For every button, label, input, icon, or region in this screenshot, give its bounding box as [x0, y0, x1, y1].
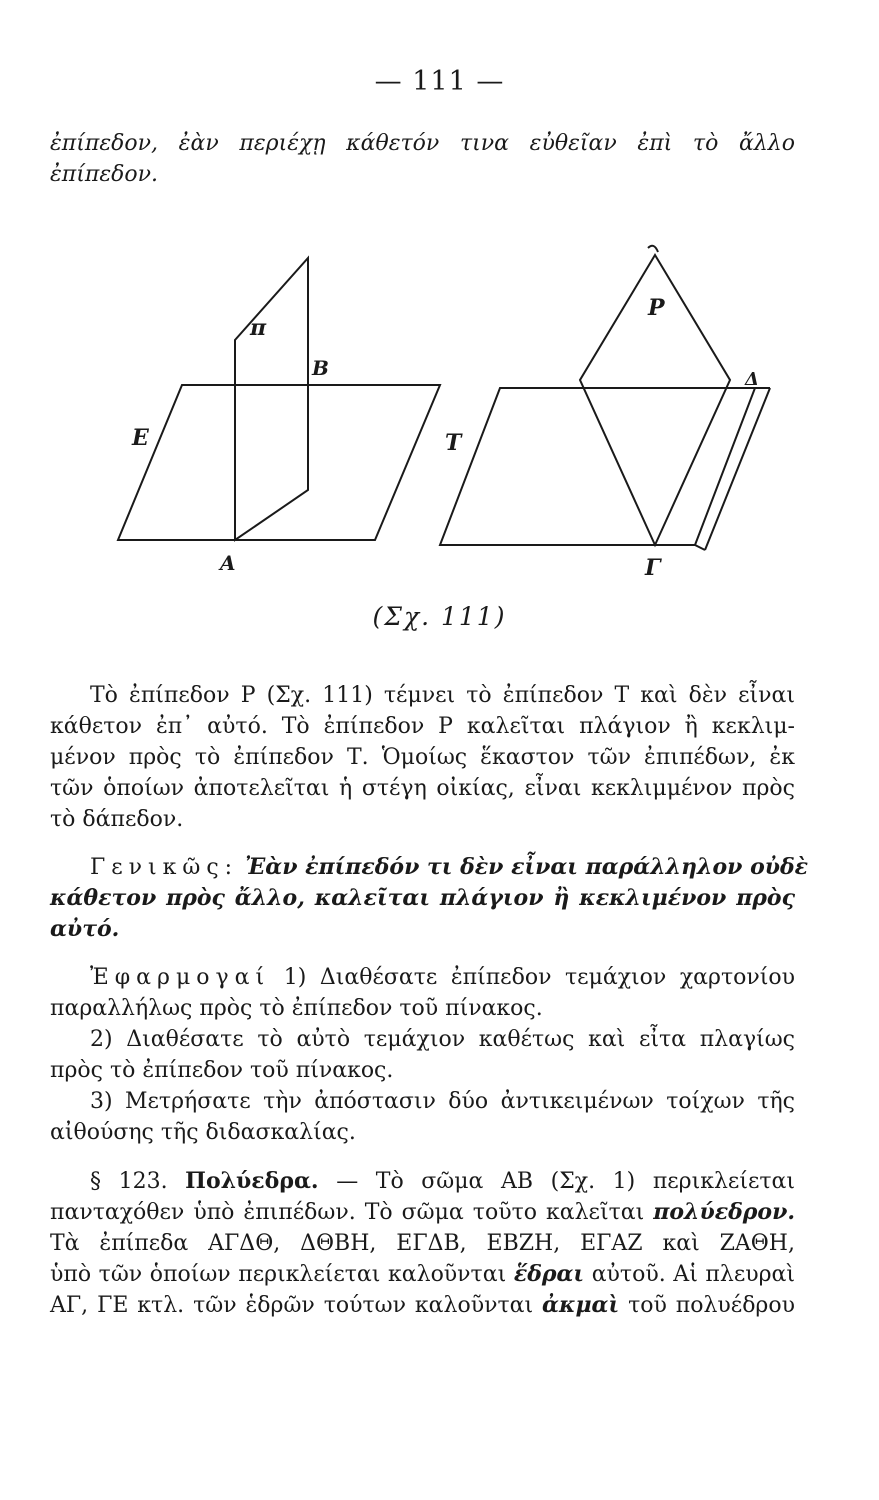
top-text — [50, 128, 795, 190]
plane-t-edge-3 — [695, 545, 705, 550]
label-pi: π — [250, 315, 267, 341]
section-number: § 123. — [90, 1169, 168, 1194]
label-gamma: Γ — [645, 555, 661, 581]
app-line-2: παραλλήλως πρὸς τὸ ἐπίπεδον τοῦ πίνακος. — [50, 996, 543, 1021]
plane-pi-shape — [235, 258, 308, 540]
s123-line-4 — [50, 1259, 795, 1290]
general-line-2: κάθετον πρὸς ἄλλο, καλεῖται πλάγιον ἢ κεκλιμένον πρὸς — [50, 885, 795, 911]
term-polyedron: πολύεδρον. — [653, 1199, 795, 1225]
label-p: P — [648, 295, 665, 321]
label-e: E — [132, 425, 149, 451]
app-line-3: 2) Διαθέσατε τὸ αὐτὸ τεμάχιον καθέτως καὶ εἶτα πλαγίως — [90, 1027, 795, 1052]
top-line-1: ἐπίπεδον, ἐὰν περιέχῃ κάθετόν τινα εὐθεῖαν ἐπὶ τὸ ἄλλο — [50, 131, 795, 156]
s123-line-1 — [50, 1166, 795, 1197]
term-edrai: ἕδραι — [513, 1261, 585, 1287]
s123-line-2 — [50, 1197, 795, 1228]
s123-l2-a: πανταχόθεν ὑπὸ ἐπιπέδων. Τὸ σῶμα τοῦτο καλεῖται — [50, 1200, 645, 1225]
general-text-1: Ἐὰν ἐπίπεδόν τι δὲν εἶναι παράλληλον οὐδὲ — [245, 854, 809, 880]
paragraph-1 — [50, 680, 795, 835]
s123-line-3: Τὰ ἐπίπεδα ΑΓΔΘ, ΔΘΒΗ, ΕΓΔΒ, ΕΒΖΗ, ΕΓΑΖ καὶ ΖΑΘΗ, — [50, 1231, 795, 1256]
s123-l4-a: ὑπὸ τῶν ὁποίων περικλείεται καλοῦνται — [50, 1262, 507, 1287]
plane-e-shape — [118, 385, 440, 540]
applications-label: Ἐφαρμογαί — [90, 965, 271, 990]
plane-t-shape — [440, 388, 755, 545]
p1-line-2: κάθετον ἐπ᾽ αὐτό. Τὸ ἐπίπεδον Ρ καλεῖται πλάγιον ἢ κεκλιμ- — [50, 714, 795, 739]
s123-l5-b: τοῦ πολυέδρου — [628, 1293, 795, 1318]
figure-caption: (Σχ. 111) — [372, 602, 507, 631]
app-line-1 — [50, 962, 795, 993]
p1-line-1: Τὸ ἐπίπεδον Ρ (Σχ. 111) τέμνει τὸ ἐπίπεδον Τ καὶ δὲν εἶναι — [90, 683, 795, 708]
figure-111-drawing — [100, 240, 780, 590]
label-b: B — [312, 356, 329, 380]
top-line-2: ἐπίπεδον. — [50, 162, 159, 187]
p1-line-3: μένον πρὸς τὸ ἐπίπεδον Τ. Ὁμοίως ἕκαστον τῶν ἐπιπέδων, ἐκ — [50, 745, 795, 770]
p1-line-4: τῶν ὁποίων ἀποτελεῖται ἡ στέγη οἰκίας, εἶναι κεκλιμμένον πρὸς — [50, 776, 795, 801]
app-item1-a: 1) Διαθέσατε ἐπίπεδον τεμάχιον χαρτονίου — [283, 965, 796, 990]
term-akmai: ἀκμαὶ — [542, 1292, 620, 1318]
page-number: — 111 — — [374, 66, 505, 97]
section-123 — [50, 1166, 795, 1321]
applications — [50, 962, 795, 1148]
p1-line-5: τὸ δάπεδον. — [50, 807, 184, 832]
curl-mark — [648, 246, 658, 252]
s123-l5-a: ΑΓ, ΓΕ κτλ. τῶν ἑδρῶν τούτων καλοῦνται — [50, 1293, 534, 1318]
general-line-3: αὐτό. — [50, 916, 120, 942]
app-line-5: 3) Μετρήσατε τὴν ἀπόστασιν δύο ἀντικειμένων τοίχων τῆς — [90, 1089, 795, 1114]
s123-l4-b: αὐτοῦ. Αἱ πλευραὶ — [591, 1262, 796, 1287]
label-t: T — [445, 430, 462, 456]
s123-l1-rest: — Τὸ σῶμα ΑΒ (Σχ. 1) περικλείεται — [336, 1169, 795, 1194]
section-title: Πολύεδρα. — [185, 1168, 319, 1194]
general-statement — [50, 852, 809, 945]
s123-line-5 — [50, 1290, 795, 1321]
label-a: A — [220, 551, 236, 575]
app-line-6: αἰθούσης τῆς διδασκαλίας. — [50, 1120, 356, 1145]
figure-111 — [100, 240, 780, 590]
app-line-4: πρὸς τὸ ἐπίπεδον τοῦ πίνακος. — [50, 1058, 394, 1083]
general-line-1 — [50, 852, 809, 883]
label-delta: Δ — [745, 369, 759, 390]
general-label: Γενικῶς: — [90, 855, 239, 880]
